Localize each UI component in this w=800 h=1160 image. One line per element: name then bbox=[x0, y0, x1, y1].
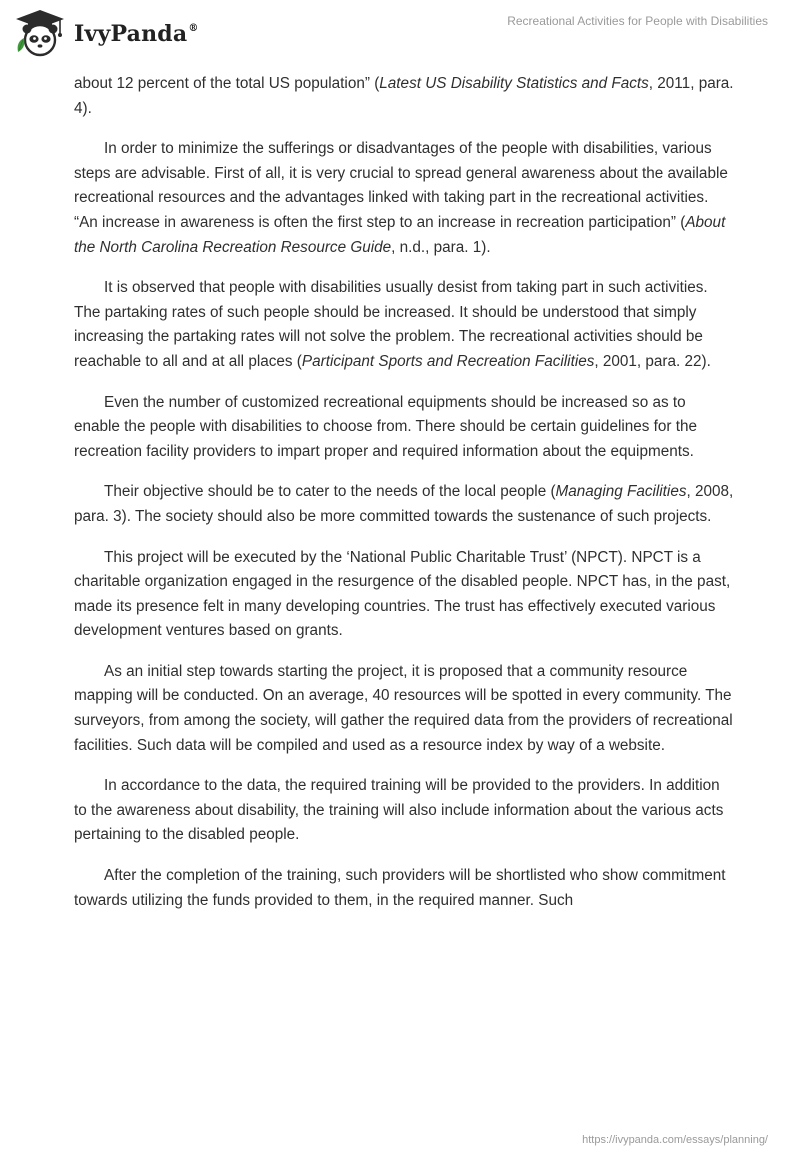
paragraph-text: After the completion of the training, such providers will be shortlisted who show commitment towards utilizing the funds provided to them, in the required manner. Such bbox=[74, 867, 726, 909]
essay-body bbox=[74, 72, 734, 929]
paragraph bbox=[74, 391, 734, 465]
brand-name bbox=[74, 21, 199, 47]
paragraph-text: In order to minimize the sufferings or disadvantages of the people with disabilities, various steps are advisable. First of all, it is very crucial to spread general awareness about the available recreational resources and the advantages linked with taking part in the recreational activities. “An increase in awareness is often the first step to an increase in recreation participation” ( bbox=[74, 140, 728, 231]
paragraph bbox=[74, 864, 734, 913]
paragraph bbox=[74, 137, 734, 260]
paragraph bbox=[74, 546, 734, 644]
paragraph-text: It is observed that people with disabilities usually desist from taking part in such activities. The partaking rates of such people should be increased. It should be understood that simply increasing the partaking rates will not solve the problem. The recreational activities should be reachable to all and at all places ( bbox=[74, 279, 708, 370]
paragraph-text: In accordance to the data, the required training will be provided to the providers. In addition to the awareness about disability, the training will also include information about the various acts pertaining to the disabled people. bbox=[74, 777, 724, 844]
page-header bbox=[0, 0, 800, 70]
paragraph-text: , 2008, para. 3). The society should also be more committed towards the sustenance of such projects. bbox=[74, 483, 734, 525]
paragraph bbox=[74, 276, 734, 374]
panda-graduate-icon bbox=[14, 8, 66, 58]
paragraph bbox=[74, 774, 734, 848]
paragraph-text: , n.d., para. 1). bbox=[391, 238, 491, 256]
paragraph-text: Their objective should be to cater to the needs of the local people ( bbox=[104, 483, 556, 501]
paragraph-text: about 12 percent of the total US population” ( bbox=[74, 75, 380, 92]
paragraph bbox=[74, 660, 734, 758]
paragraph-text: Even the number of customized recreational equipments should be increased so as to enable the people with disabilities to choose from. There should be certain guidelines for the recreation facility providers to impart proper and required information about the equipments. bbox=[74, 393, 698, 460]
paragraph bbox=[74, 480, 734, 529]
document-title: Recreational Activities for People with Disabilities bbox=[507, 14, 768, 28]
ivypanda-logo[interactable] bbox=[14, 8, 199, 58]
paragraph-text: , 2001, para. 22). bbox=[594, 352, 711, 370]
cited-title: Managing Facilities bbox=[555, 483, 687, 501]
brand-text: IvyPanda bbox=[74, 21, 188, 47]
source-url[interactable]: https://ivypanda.com/essays/planning/ bbox=[582, 1134, 768, 1146]
registered-mark: ® bbox=[188, 22, 199, 34]
cited-title: Participant Sports and Recreation Facilities bbox=[301, 352, 595, 370]
paragraph-text: , 2011, para. 4). bbox=[74, 75, 734, 117]
paragraph bbox=[74, 72, 734, 121]
paragraph-text: As an initial step towards starting the project, it is proposed that a community resource mapping will be conducted. On an average, 40 resources will be spotted in every community. The surveyors, from among the society, will gather the required data from the providers of recreational facilities. Such data will be compiled and used as a resource index by way of a website. bbox=[74, 662, 733, 754]
paragraph-text: This project will be executed by the ‘National Public Charitable Trust’ (NPCT). NPCT is a charitable organization engaged in the resurgence of the disabled people. NPCT has, in the past, made its presence felt in many developing countries. The trust has effectively executed various development ventures based on grants. bbox=[74, 548, 731, 640]
cited-title: Latest US Disability Statistics and Facts bbox=[379, 75, 649, 92]
cited-title: About the North Carolina Recreation Resource Guide bbox=[74, 213, 726, 256]
